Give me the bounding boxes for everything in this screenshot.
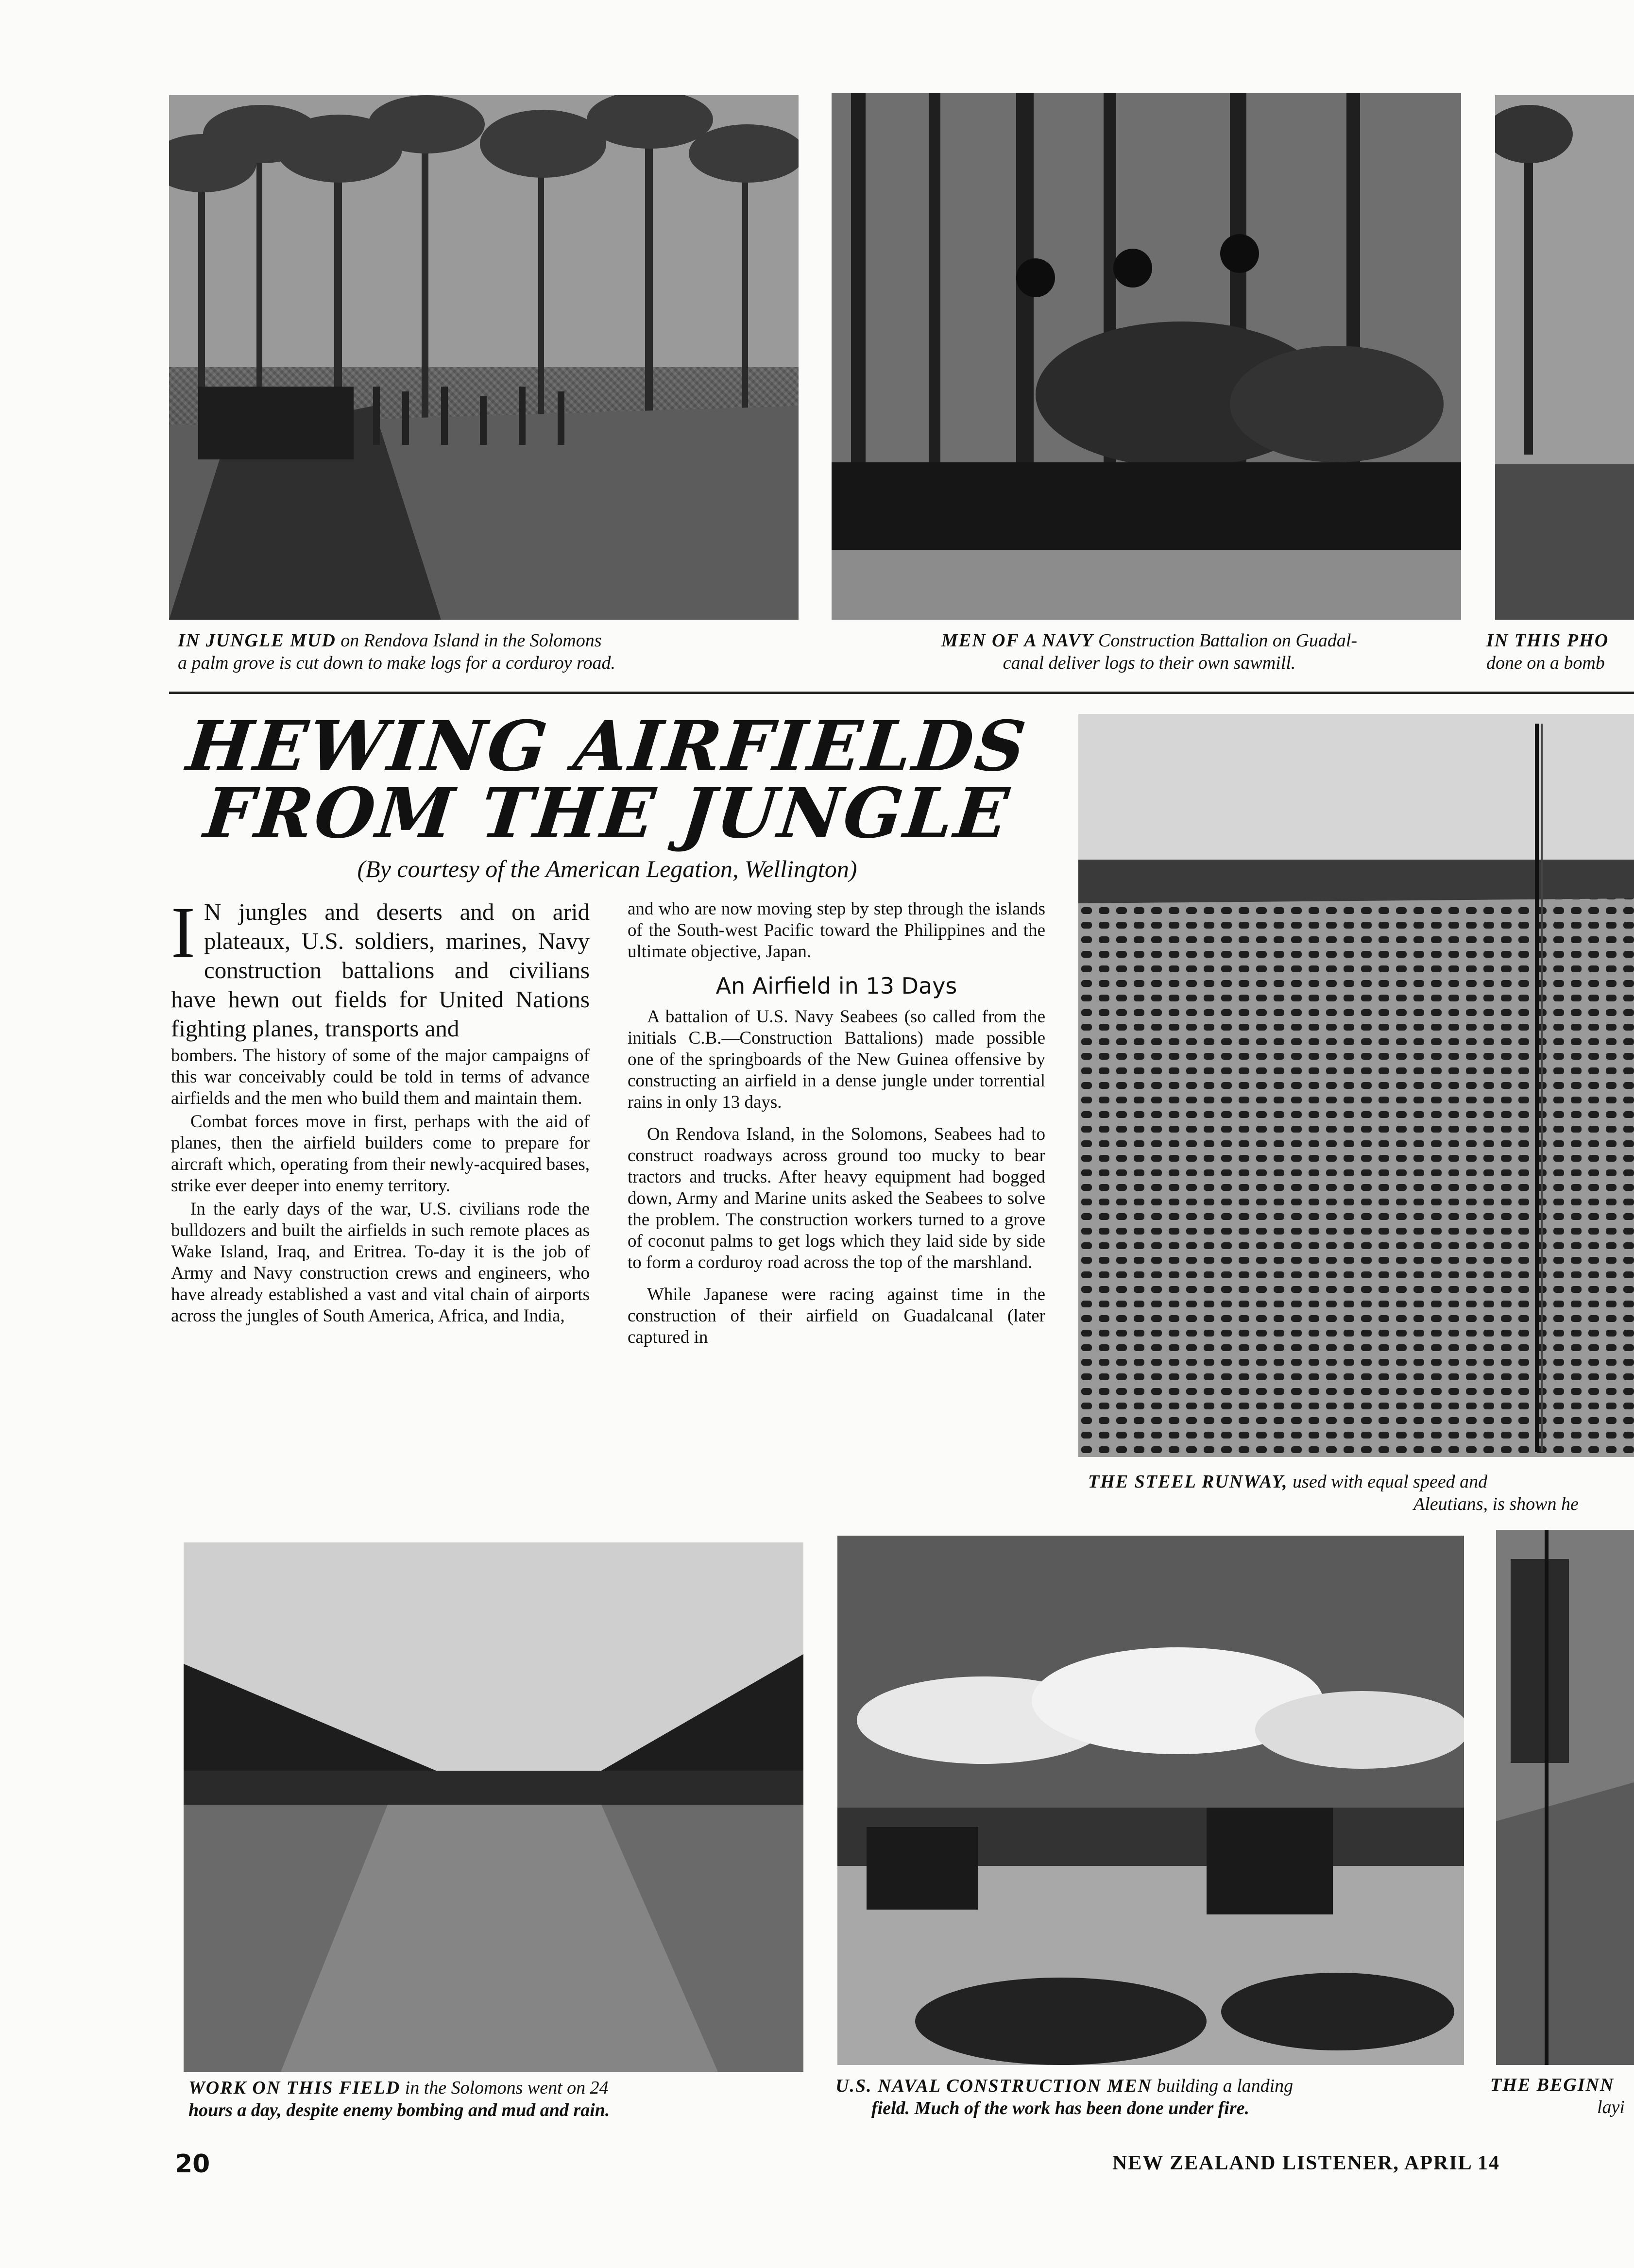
photo-solomons-field (184, 1542, 803, 2072)
photo-third-bottom-art (1496, 1530, 1634, 2065)
photo-steel-runway-art (1078, 714, 1634, 1457)
caption-lead: THE STEEL RUNWAY, (1088, 1472, 1288, 1492)
caption-text: used with equal speed and (1293, 1472, 1488, 1492)
photo-navy-logs (832, 93, 1461, 620)
photo-third-top-art (1495, 95, 1634, 620)
paragraph-5: A battalion of U.S. Navy Seabees (so called from the initials C.B.—Construction Battalions) made possible one of the springboards of the New Guinea offensive by constructing an airfield in a dense jungle under torrential rains in only 13 days. (628, 1007, 1045, 1112)
drop-cap: I (171, 892, 195, 973)
caption-text-2: hours a day, despite enemy bombing and mud and rain. (188, 2100, 610, 2120)
caption-steel-runway (1088, 1471, 1634, 1515)
paragraph-4: and who are now moving step by step through the islands of the South-west Pacific toward the Philippines and the ultimate objective, Japan. (628, 899, 1045, 962)
photo-naval-construction (837, 1536, 1464, 2065)
caption-jungle-mud (178, 629, 800, 674)
caption-lead: U.S. NAVAL CONSTRUCTION MEN (835, 2076, 1152, 2096)
subheading: An Airfield in 13 Days (715, 973, 957, 999)
caption-text: building a landing (1157, 2076, 1294, 2096)
caption-third-bottom (1490, 2074, 1634, 2118)
caption-solomons-field (188, 2077, 803, 2121)
publication-line: NEW ZEALAND LISTENER, APRIL 14 (1112, 2152, 1500, 2174)
lead-paragraph (171, 892, 590, 1043)
caption-lead: WORK ON THIS FIELD (188, 2078, 401, 2098)
article-column-1 (171, 892, 590, 1327)
caption-lead: MEN OF A NAVY (941, 630, 1094, 651)
caption-third-top (1486, 629, 1634, 674)
caption-text: Construction Battalion on Guadal- (1098, 630, 1358, 651)
caption-text-2: layi (1597, 2097, 1625, 2117)
photo-jungle-mud (169, 95, 799, 620)
caption-text-2: a palm grove is cut down to make logs for a corduroy road. (178, 653, 616, 673)
caption-naval-construction (835, 2075, 1467, 2119)
caption-lead: IN THIS PHO (1486, 630, 1609, 651)
caption-text: on Rendova Island in the Solomons (340, 630, 602, 651)
photo-naval-construction-art (837, 1536, 1464, 2065)
caption-text: in the Solomons went on 24 (405, 2078, 609, 2098)
caption-text-2: canal deliver logs to their own sawmill. (1003, 653, 1296, 673)
photo-steel-runway (1078, 714, 1634, 1457)
paragraph-7: While Japanese were racing against time in the construction of their airfield on Guadalcanal (later captured in (628, 1285, 1045, 1347)
caption-lead: IN JUNGLE MUD (178, 630, 336, 651)
page-number: 20 (175, 2150, 210, 2179)
photo-jungle-mud-art (169, 95, 799, 620)
byline: (By courtesy of the American Legation, Wellington) (357, 855, 857, 882)
headline-line-1: HEWING AIRFIELDS (183, 706, 1031, 787)
headline-line-2: FROM THE JUNGLE (200, 773, 1014, 854)
top-divider-rule (169, 692, 1634, 694)
lead-text: N jungles and deserts and on arid plateaux, U.S. soldiers, marines, Navy construction battalions and civilians have hewn out fields for United Nations fighting planes, transports and (171, 898, 590, 1042)
photo-navy-logs-art (832, 93, 1461, 620)
paragraph-6: On Rendova Island, in the Solomons, Seabees had to construct roadways across ground too mucky to bear tractors and trucks. After heavy equipment had bogged down, Army and Marine units asked the Seabees to solve the problem. The construction workers turned to a grove of coconut palms to get logs which they laid side by side to form a corduroy road across the top of the marshland. (628, 1124, 1045, 1272)
caption-text-2: Aleutians, is shown he (1413, 1494, 1579, 1514)
paragraph-2: Combat forces move in first, perhaps with the aid of planes, then the airfield builders come to prepare for aircraft which, operating from their newly-acquired bases, strike ever deeper into enemy territory. (171, 1112, 590, 1196)
photo-third-bottom (1496, 1530, 1634, 2065)
photo-third-top (1495, 95, 1634, 620)
caption-text-2: done on a bomb (1486, 653, 1605, 673)
paragraph-3: In the early days of the war, U.S. civilians rode the bulldozers and built the airfields in such remote places as Wake Island, Iraq, and Eritrea. To-day it is the job of Army and Navy construction crews and engineers, who have already established a vast and vital chain of airports across the jungles of South America, Africa, and India, (171, 1199, 590, 1326)
photo-solomons-field-art (184, 1542, 803, 2072)
caption-lead: THE BEGINN (1490, 2075, 1615, 2095)
paragraph-1: bombers. The history of some of the major campaigns of this war conceivably could be told in terms of advance airfields and the men who build them and maintain them. (171, 1046, 590, 1108)
article-column-2 (628, 898, 1045, 1348)
caption-text-2: field. Much of the work has been done under fire. (871, 2098, 1249, 2118)
caption-navy-logs (838, 629, 1460, 674)
